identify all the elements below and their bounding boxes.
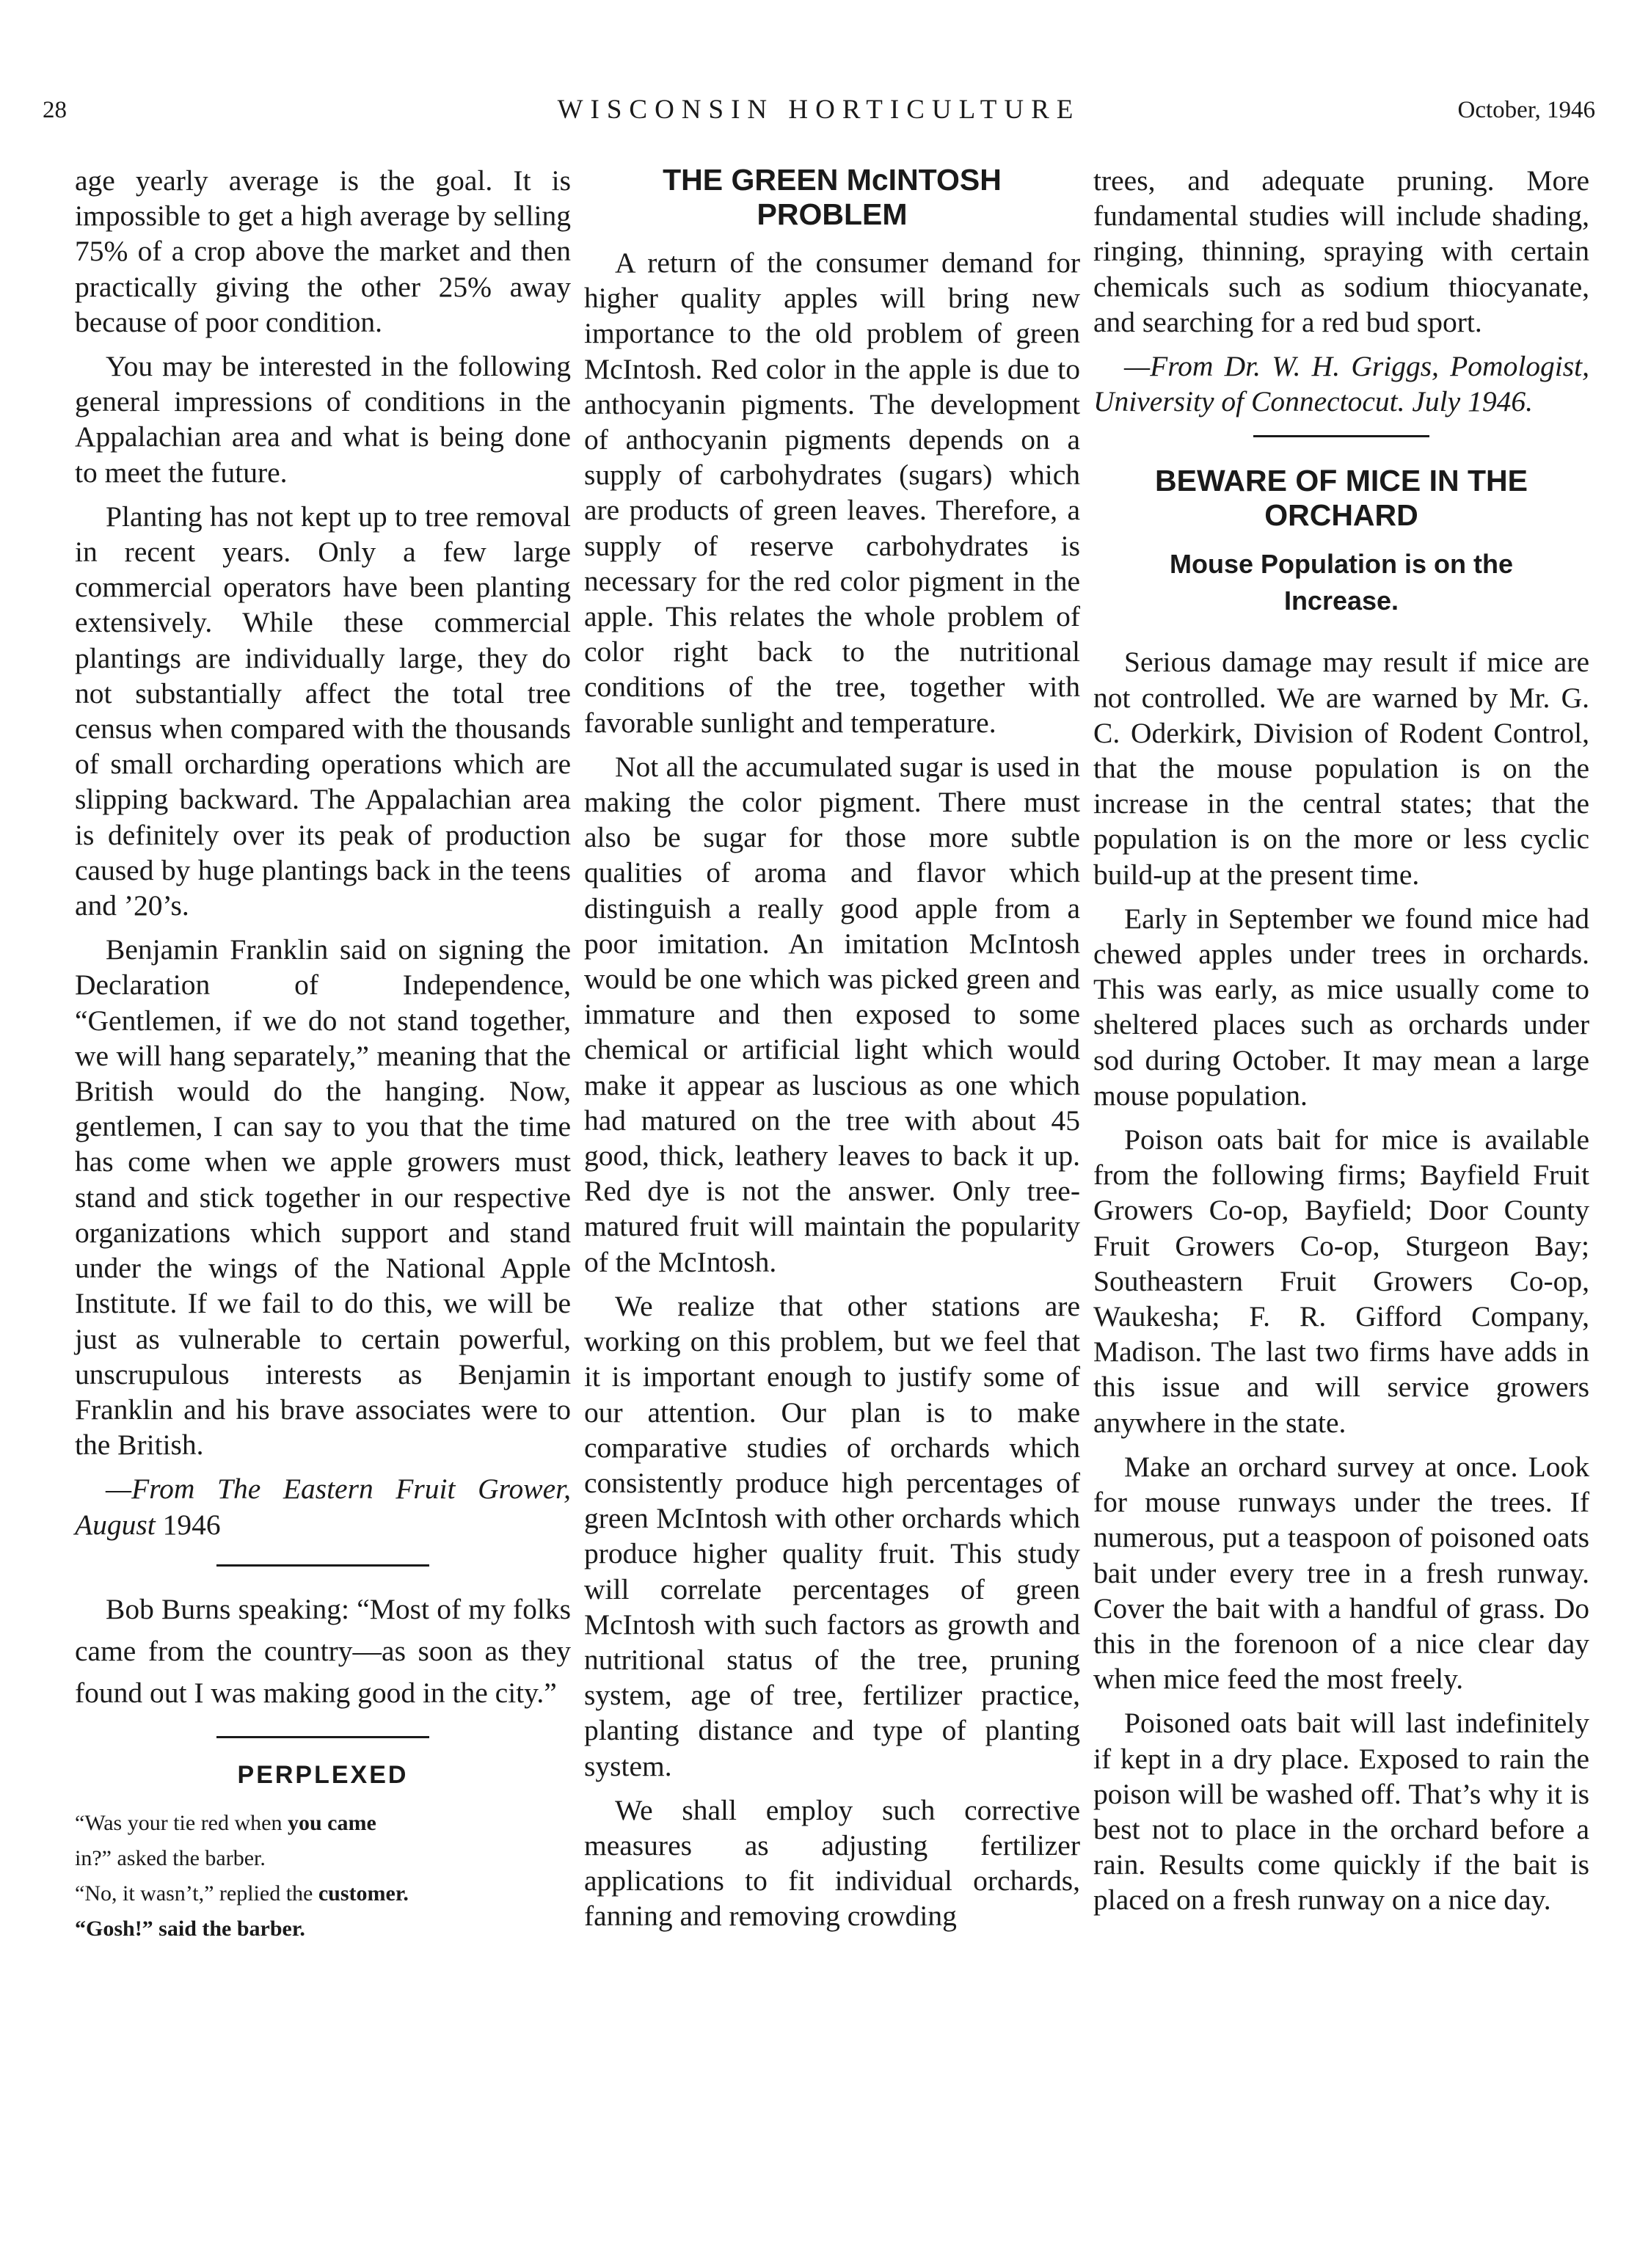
divider <box>216 1736 429 1738</box>
joke-text-bold: you came <box>287 1810 376 1835</box>
column-middle <box>584 163 1080 1934</box>
column-left <box>75 163 571 1947</box>
article-headline: THE GREEN McINTOSH PROBLEM <box>663 163 1002 231</box>
attribution-source: —From The Eastern Fruit Grower, August <box>75 1473 571 1541</box>
paragraph: Not all the accumulated sugar is used in making the color pigment. There must also be sugar for those more subtle qualities of aroma and flavor which distinguish a really good apple from a poor imitation. An imitation McIntosh would be one which was picked green and immature and then exposed to some chemical or artificial light which would make it appear as luscious as one which had matured on the tree with about 45 good, thick, leathery leaves to back it up. Red dye is not the answer. Only tree-matured fruit will maintain the popularity of the McIntosh. <box>584 750 1080 1278</box>
page-number: 28 <box>43 97 67 123</box>
joke-line: in?” asked the barber. <box>75 1845 266 1870</box>
joke-line: “Gosh!” said the barber. <box>75 1916 305 1941</box>
paragraph: Planting has not kept up to tree removal in recent years. Only a few large commercial operators have been planting extensively. While these commercial plantings are individually large, they do not substantially affect the total tree census when compared with the thousands of small orcharding operations which are slipping backward. The Appalachian area is definitely over its peak of production caused by huge plantings back in the teens and ’20’s. <box>75 500 571 922</box>
paragraph: We shall employ such corrective measures as adjusting fertilizer applications to fit individual orchards, fanning and removing crowding <box>584 1793 1080 1933</box>
article-headline: BEWARE OF MICE IN THE ORCHARD <box>1155 464 1528 533</box>
divider <box>216 1564 429 1567</box>
column-right <box>1093 163 1589 1918</box>
joke-text: “Was your tie red when <box>75 1810 288 1835</box>
joke-line <box>75 1876 571 1911</box>
paragraph: We realize that other stations are working on this problem, but we feel that it is important enough to justify some of our attention. Our plan is to make comparative studies of orchards which consistently produce high percentages of green McIntosh with other orchards which produce higher quality fruit. This study will correlate percentages of green McIntosh with such factors as growth and nutritional status of the tree, pruning system, age of tree, fertilizer practice, planting distance and type of planting system. <box>584 1289 1080 1782</box>
joke-text: “No, it wasn’t,” replied the <box>75 1881 318 1906</box>
paragraph: Poison oats bait for mice is available from the following firms; Bayfield Fruit Growers Co-op, Bayfield; Door County Fruit Growers Co-op, Sturgeon Bay; Southeastern Fruit Growers Co-op, Waukesha; F. R. Gifford Company, Madison. The last two firms have adds in this issue and will service growers anywhere in the state. <box>1093 1123 1589 1439</box>
paragraph: You may be interested in the following general impressions of conditions in the Appalachian area and what is being done to meet the future. <box>75 350 571 489</box>
joke <box>75 1806 571 1947</box>
bob-burns-quote: Bob Burns speaking: “Most of my folks came from the country—as soon as they found out I was making good in the city.” <box>75 1592 571 1709</box>
issue-date: October, 1946 <box>1457 97 1595 123</box>
paragraph: Early in September we found mice had chewed apples under trees in orchards. This was early, as mice usually come to sheltered places such as orchards under sod during October. It may mean a large mouse population. <box>1093 902 1589 1112</box>
attribution-year: 1946 <box>162 1508 221 1541</box>
journal-title: WISCONSIN HORTICULTURE <box>557 95 1081 125</box>
paragraph: Benjamin Franklin said on signing the Declaration of Independence, “Gentlemen, if we do not stand together, we will hang separately,” meaning that the British would do the hanging. Now, gentlemen, I can say to you that the time has come when we apple growers must stand and stick together in our respective organizations which support and stand under the wings of the National Apple Institute. If we fail to do this, we will be just as vulnerable to certain powerful, unscrupulous interests as Benjamin Franklin and his brave associates were to the British. <box>75 933 571 1462</box>
paragraph: age yearly average is the goal. It is impossible to get a high average by selling 75% of a crop above the market and then practically giving the other 25% away because of poor condition. <box>75 164 571 338</box>
paragraph: Serious damage may result if mice are not controlled. We are warned by Mr. G. C. Oderkirk, Division of Rodent Control, that the mouse population is on the increase in the central states; that the population is on the more or less cyclic build-up at the present time. <box>1093 646 1589 891</box>
paragraph: Make an orchard survey at once. Look for mouse runways under the trees. If numerous, put a teaspoon of poisoned oats bait under every tree in a fresh runway. Cover the bait with a handful of grass. Do this in the forenoon of a nice clear day when mice feed the most freely. <box>1093 1450 1589 1696</box>
paragraph: A return of the consumer demand for higher quality apples will bring new importance to the old problem of green McIntosh. Red color in the apple is due to anthocyanin pigments. The development of anthocyanin pigments depends on a supply of carbohydrates (sugars) which are products of green leaves. Therefore, a supply of reserve carbohydrates is necessary for the red color pigment in the apple. This relates the whole problem of color right back to the nutritional conditions of the tree, together with favorable sunlight and temperature. <box>584 247 1080 739</box>
page-header <box>43 97 1595 134</box>
attribution <box>75 1471 571 1542</box>
perplexed-heading: PERPLEXED <box>237 1760 409 1789</box>
paragraph: trees, and adequate pruning. More fundamental studies will include shading, ringing, thinning, spraying with certain chemicals such as sodium thiocyanate, and searching for a red bud sport. <box>1093 164 1589 338</box>
joke-text-bold: customer. <box>318 1881 409 1906</box>
divider <box>1253 435 1429 437</box>
joke-line <box>75 1806 571 1841</box>
article-subhead: Mouse Population is on the Increase. <box>1170 549 1513 616</box>
paragraph: Poisoned oats bait will last indefinitely if kept in a dry place. Exposed to rain the poison will be washed off. That’s why it is best not to place in the orchard before a rain. Results come quickly if the bait is placed on a fresh runway on a nice day. <box>1093 1707 1589 1917</box>
attribution: —From Dr. W. H. Griggs, Pomologist, University of Connectocut. July 1946. <box>1093 350 1589 418</box>
